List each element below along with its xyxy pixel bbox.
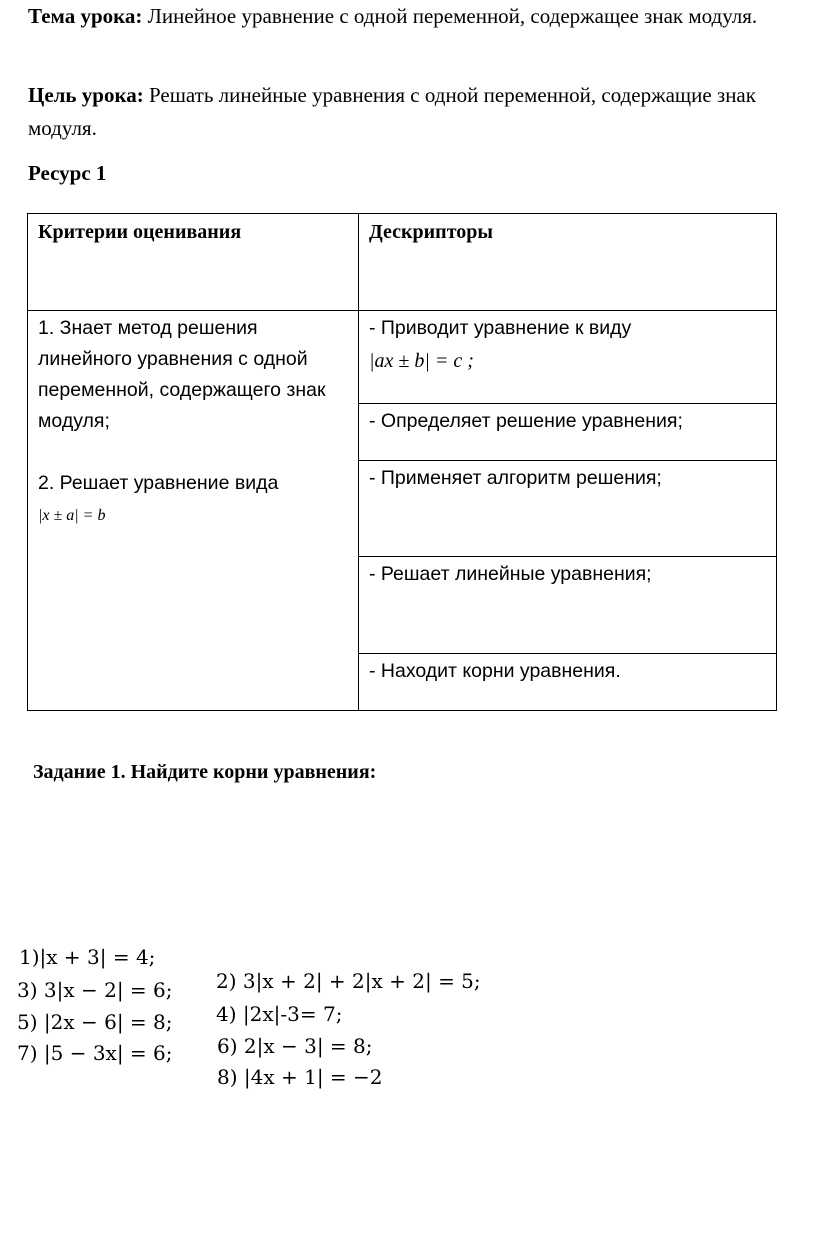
lesson-topic [28, 0, 808, 33]
criteria-cell [28, 311, 359, 711]
header-descriptors: Дескрипторы [359, 214, 777, 311]
header-criteria: Критерии оценивания [28, 214, 359, 311]
equation-5: 5) |2x − 6| = 8; [17, 1010, 173, 1034]
topic-text: Линейное уравнение с одной переменной, содержащее знак модуля. [142, 4, 758, 28]
descriptor-5: - Находит корни уравнения. [359, 654, 777, 711]
equation-4: 4) |2x|-3= 7; [216, 1002, 343, 1026]
descriptor-3: - Применяет алгоритм решения; [359, 461, 777, 557]
table-row [28, 311, 777, 404]
resource-title: Ресурс 1 [28, 161, 107, 185]
assessment-table [27, 213, 777, 711]
descriptor-cell [359, 311, 777, 404]
criterion-2: 2. Решает уравнение вида [38, 472, 279, 494]
equation-3: 3) 3|x − 2| = 6; [17, 978, 173, 1002]
lesson-goal [28, 79, 808, 145]
descriptor-1: - Приводит уравнение к виду [369, 317, 632, 339]
equation-1: 1)|x + 3| = 4; [19, 945, 156, 969]
table-header-row [28, 214, 777, 311]
task-title: Задание 1. Найдите корни уравнения: [33, 761, 377, 783]
descriptor-2: - Определяет решение уравнения; [359, 404, 777, 461]
descriptor-4: - Решает линейные уравнения; [359, 557, 777, 654]
descriptor-formula: |ax ± b| = c ; [369, 350, 474, 372]
criterion-formula: |x ± a| = b [38, 507, 106, 524]
equation-8: 8) |4x + 1| = −2 [217, 1065, 383, 1089]
equation-6: 6) 2|x − 3| = 8; [217, 1034, 373, 1058]
goal-label: Цель урока: [28, 83, 144, 107]
topic-label: Тема урока: [28, 4, 143, 28]
goal-text: Решать линейные уравнения с одной переменной, содержащие знак модуля. [28, 83, 756, 140]
criterion-1: 1. Знает метод решения линейного уравнения с одной переменной, содержащего знак модуля; [38, 317, 326, 432]
equation-2: 2) 3|x + 2| + 2|x + 2| = 5; [216, 969, 481, 993]
equation-7: 7) |5 − 3x| = 6; [17, 1041, 173, 1065]
